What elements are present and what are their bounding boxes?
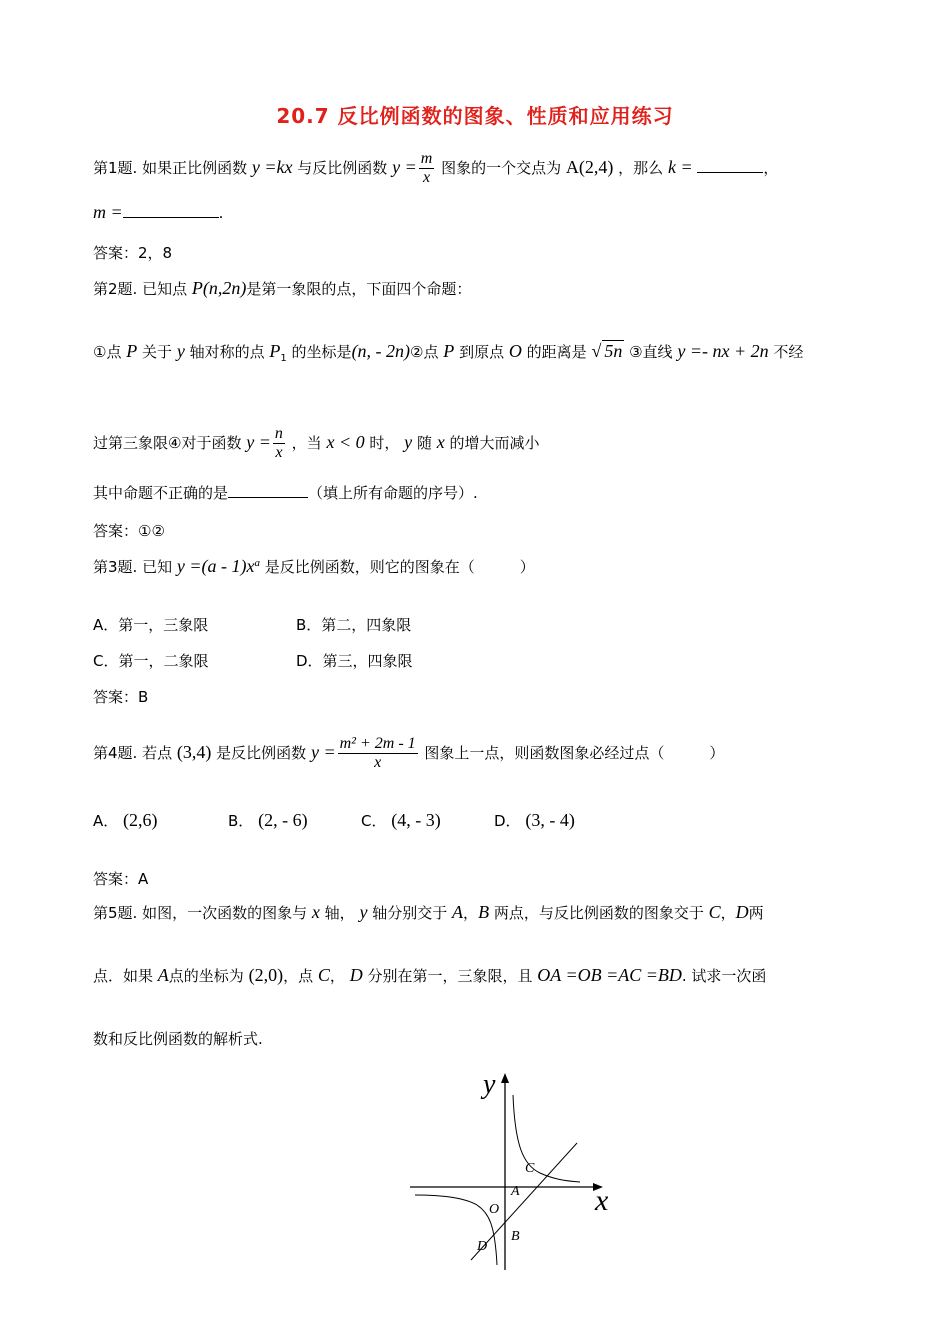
q5-comma-3: ，: [329, 967, 345, 985]
q5-label: 第5题.: [93, 904, 138, 922]
q4-frac-num: m² + 2m - 1: [339, 735, 416, 752]
q2-c1-a: ①点: [93, 343, 122, 361]
q2-c1-d: 的坐标是: [291, 343, 352, 361]
q5-comma-1: ，: [463, 904, 479, 922]
q3-label: 第3题.: [93, 558, 138, 576]
q2-label: 第2题.: [93, 280, 138, 298]
q5-x: x: [311, 902, 320, 922]
q5-figure: [405, 1065, 625, 1275]
q5-text-d: 两点，与反比例函数的图象交于: [493, 904, 704, 922]
y-axis-arrow: [501, 1073, 509, 1083]
q4-option-d-label: D．: [494, 812, 521, 830]
q4-text-c: 图象上一点，则函数图象必经过点（ ）: [424, 744, 725, 762]
q4-label: 第4题.: [93, 744, 138, 762]
q5-coordA: (2,0): [248, 965, 284, 985]
q2-line4-b: （填上所有命题的序号）.: [308, 484, 478, 502]
q4-option-a[interactable]: [93, 810, 158, 831]
q1-frac-den: x: [422, 169, 431, 186]
fig-x-label: x: [595, 1184, 609, 1217]
q1-line1: [93, 150, 778, 187]
q5-D: D: [735, 902, 749, 922]
q4-fraction: [338, 735, 418, 772]
q1-expr2-lhs: y =: [392, 157, 417, 177]
q2-text-b: 是第一象限的点，下面四个命题：: [246, 280, 472, 298]
q5-D-2: D: [349, 965, 363, 985]
q2-blank[interactable]: [228, 497, 308, 498]
q1-text-b: 与反比例函数: [297, 159, 388, 177]
q5-comma-2: ，: [720, 904, 736, 922]
q4-option-c[interactable]: [361, 810, 441, 831]
q1-period: .: [218, 204, 224, 222]
q5-line2-a: 点．如果: [93, 967, 154, 985]
fig-label-C: C: [525, 1161, 535, 1176]
q3-text-b: 是反比例函数，则它的图象在（ ）: [264, 558, 535, 576]
q2-line3-a: 过第三象限④对于函数: [93, 434, 242, 452]
q1-point: A(2,4): [565, 157, 614, 177]
hyperbola-branch-2: [415, 1195, 500, 1265]
q5-y: y: [359, 902, 368, 922]
q5-line3: 数和反比例函数的解析式.: [93, 1030, 263, 1048]
q5-line2: [93, 965, 766, 986]
q5-A-2: A: [157, 965, 169, 985]
q2-point: P(n,2n): [191, 278, 247, 298]
q4-option-c-label: C．: [361, 812, 387, 830]
q1-expr1: y =kx: [251, 157, 293, 177]
q1-line2: [93, 202, 223, 223]
q4-option-b-value: (2, - 6): [258, 810, 308, 830]
q2-O: O: [508, 341, 522, 361]
q4-text-b: 是反比例函数: [216, 744, 307, 762]
q2-c3-expr: y =- nx + 2n: [677, 341, 769, 361]
page-title: 20.7 反比例函数的图象、性质和应用练习: [276, 104, 674, 128]
q2-P: P: [126, 341, 138, 361]
q4-text-a: 若点: [142, 744, 173, 762]
q2-text-a: 已知点: [142, 280, 188, 298]
q2-line2: ①点 P 关于 y 轴对称的点 $P_1$ 的坐标是(n, - 2n)②点 P 到原点 O 的距离是 √ 5n ③直线 y =- nx + 2n 不经: [93, 341, 804, 364]
q2-line3-e: 的增大而减小: [449, 434, 540, 452]
q2-y: y: [176, 341, 185, 361]
q2-line3: [93, 425, 540, 462]
q2-line3-b: ，当: [291, 434, 322, 452]
q2-line3-d: 随: [416, 434, 432, 452]
q2-line3-c: 时，: [369, 434, 400, 452]
q1-k-eq: k =: [667, 157, 693, 177]
q1-blank-k[interactable]: [697, 172, 763, 173]
q2-sqrt-val: 5n: [604, 341, 623, 361]
q2-P1: P: [269, 341, 281, 361]
fig-label-B: B: [511, 1229, 520, 1244]
q2-y-2: y: [404, 432, 413, 452]
q4-lhs: y =: [310, 742, 336, 762]
q3-answer: 答案：B: [93, 688, 149, 706]
q4-point: (3,4): [176, 742, 212, 762]
q2-fraction: [273, 425, 285, 462]
q4-line1: [93, 735, 724, 772]
q4-option-a-label: A．: [93, 812, 119, 830]
q1-m-eq: m =: [93, 202, 123, 222]
q4-option-d-value: (3, - 4): [525, 810, 575, 830]
q3-option-b[interactable]: B．第二，四象限: [296, 616, 412, 634]
q5-line2-e: . 试求一次函: [681, 967, 767, 985]
q3-option-c[interactable]: C．第一，二象限: [93, 652, 209, 670]
q2-c4-lhs: y =: [246, 432, 271, 452]
fig-label-D: D: [477, 1239, 488, 1254]
q2-c3-a: ③直线: [629, 343, 673, 361]
q5-line2-c: ，点: [283, 967, 314, 985]
q1-frac-num: m: [420, 150, 433, 167]
q5-line2-d: 分别在第一，三象限，且: [367, 967, 533, 985]
q1-text-d: ，那么: [618, 159, 664, 177]
q2-c2-c: 的距离是: [526, 343, 587, 361]
q3-expr: y =(a - 1)x: [176, 556, 255, 576]
q4-frac-den: x: [374, 754, 382, 771]
q2-c4-cond: x < 0: [326, 432, 365, 452]
q4-option-a-value: (2,6): [123, 810, 158, 830]
q2-P-2: P: [443, 341, 455, 361]
q5-text-b: 轴，: [324, 904, 355, 922]
q2-P1-sub: 1: [280, 353, 287, 364]
q2-line4: [93, 482, 478, 503]
q5-C: C: [708, 902, 721, 922]
hyperbola-branch-1: [513, 1095, 580, 1182]
q5-text-c: 轴分别交于: [372, 904, 448, 922]
q2-frac-num: n: [274, 425, 283, 442]
q5-line2-b: 点的坐标为: [168, 967, 244, 985]
q4-option-d[interactable]: [494, 810, 575, 831]
q2-line1: [93, 278, 471, 299]
q4-option-b-label: B．: [228, 812, 254, 830]
q2-c1-c: 轴对称的点: [189, 343, 265, 361]
q1-label: 第1题.: [93, 159, 138, 177]
q1-text-a: 如果正比例函数: [142, 159, 248, 177]
q1-answer: 答案：2，8: [93, 244, 173, 262]
fig-label-A: A: [511, 1184, 520, 1199]
q3-expr-sup: a: [254, 557, 260, 569]
q5-text-a: 如图，一次函数的图象与: [142, 904, 308, 922]
q4-answer: 答案：A: [93, 870, 149, 888]
fig-label-O: O: [489, 1202, 500, 1217]
q3-text-a: 已知: [142, 558, 173, 576]
q3-line1: [93, 556, 535, 577]
q5-line1: [93, 902, 764, 923]
fig-y-label: y: [483, 1069, 496, 1100]
q1-comma: ，: [763, 159, 779, 177]
q2-answer: 答案：①②: [93, 522, 165, 540]
q2-c3-b: 不经: [773, 343, 804, 361]
q2-x: x: [436, 432, 445, 452]
q5-text-e: 两: [748, 904, 764, 922]
q3-option-d[interactable]: D．第三，四象限: [296, 652, 413, 670]
q1-text-c: 图象的一个交点为: [441, 159, 562, 177]
q2-frac-den: x: [275, 444, 283, 461]
q2-c1-coord: (n, - 2n): [351, 341, 411, 361]
q1-blank-m[interactable]: [123, 217, 219, 218]
q2-c2-b: 到原点: [459, 343, 505, 361]
q4-option-b[interactable]: [228, 810, 308, 831]
q2-c1-b: 关于: [142, 343, 173, 361]
q5-eq: OA =OB =AC =BD: [537, 965, 682, 985]
q3-option-a[interactable]: A．第一，三象限: [93, 616, 209, 634]
q4-option-c-value: (4, - 3): [391, 810, 441, 830]
q2-c2-a: ②点: [410, 343, 439, 361]
q5-C-2: C: [317, 965, 330, 985]
q1-fraction: [419, 150, 435, 187]
q5-B: B: [478, 902, 490, 922]
q5-A: A: [452, 902, 464, 922]
q2-line4-text: 其中命题不正确的是: [93, 484, 229, 502]
